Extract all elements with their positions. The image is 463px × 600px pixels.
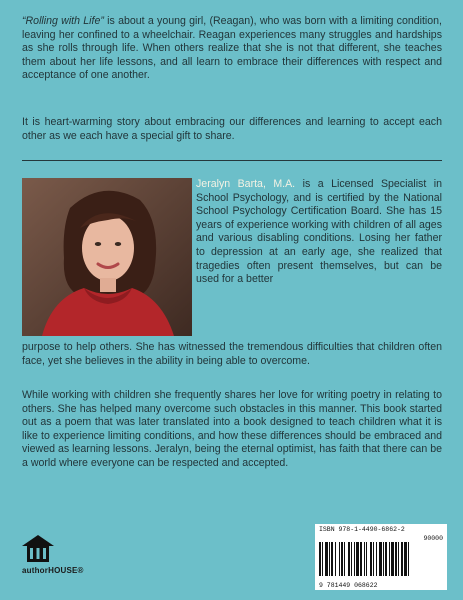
author-name: Jeralyn Barta, M.A. bbox=[196, 178, 296, 190]
house-icon bbox=[18, 532, 58, 564]
book-title: “Rolling with Life” bbox=[22, 15, 104, 27]
section-divider bbox=[22, 160, 442, 161]
intro-text: is about a young girl, (Reagan), who was born with a limiting condition, leaving her confined to a wheelchair. Reagan experiences many struggles and hardships as she rolls through life. When others realize that she is not that different, she teaches them about her life lessons, and all learn to embrace their differences with respect and acceptance of one another. bbox=[22, 15, 442, 82]
author-bio-text: is a Licensed Specialist in School Psychology, and is certified by the National School Psychology Certification Board. She has 15 years of experience working with children of all ages and various disabling conditions. Losing her father to depression at an early age, she realized that tragedies often present themselves, but can be used for a better bbox=[196, 178, 443, 286]
barcode-bars bbox=[319, 542, 443, 578]
author-bio-continued: purpose to help others. She has witnessed the tremendous difficulties that children often face, yet she believes in the ability in being able to overcome. bbox=[22, 341, 442, 367]
price-code: 90000 bbox=[423, 535, 443, 542]
heartwarming-paragraph: It is heart-warming story about embracing our differences and learning to accept each other as we each have a special gift to share. bbox=[22, 116, 442, 142]
publisher-name: authorHOUSE® bbox=[22, 566, 84, 575]
isbn-number: ISBN 978-1-4490-6862-2 bbox=[319, 526, 405, 533]
closing-paragraph: While working with children she frequently shares her love for writing poetry in relating to others. She has helped many overcome such obstacles in this manner. This book started out as a poem that was later translated into a book designed to teach children what it is like to experience limiting conditions, and how these differences should be embraced and viewed as learning lessons. Jeralyn, being the eternal optimist, has faith that there can be a world where everyone can be respected and accepted. bbox=[22, 389, 442, 469]
author-photo bbox=[22, 178, 192, 336]
intro-paragraph bbox=[22, 15, 442, 83]
author-bio bbox=[196, 178, 442, 287]
barcode-digits: 9 781449 068622 bbox=[319, 582, 378, 589]
isbn-barcode bbox=[315, 524, 447, 590]
